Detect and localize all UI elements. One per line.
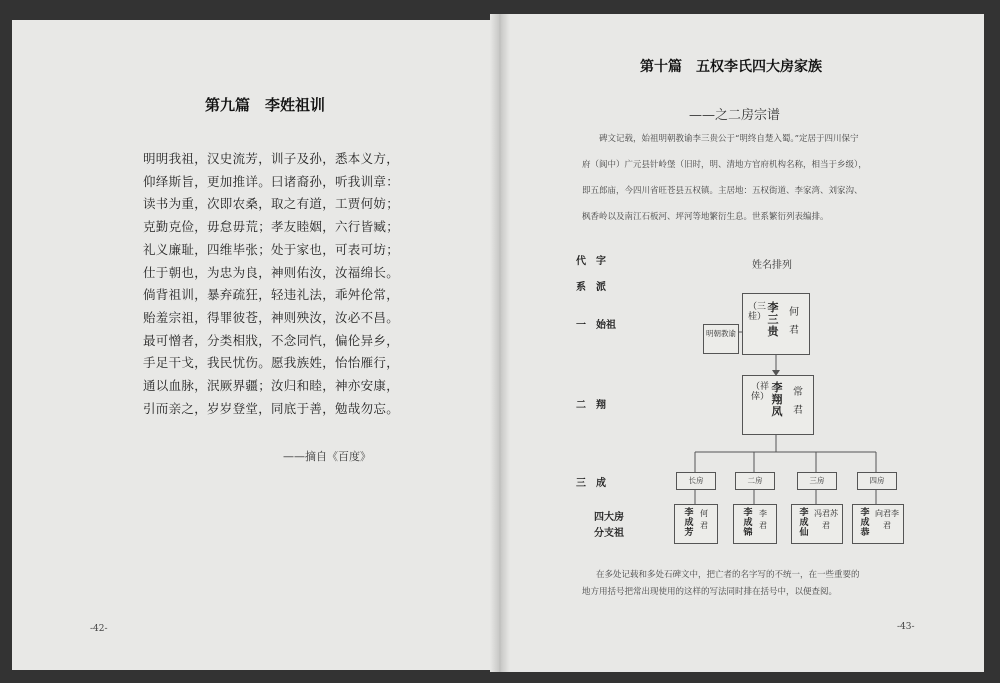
poem-line: 贻羞宗祖，得罪彼苍，神则殃汝，汝必不昌。 — [143, 309, 400, 325]
intro-line: 碑文记载，始祖明朝教谕李三贵公于“明终自楚入蜀。”定居于四川保宁 — [599, 134, 859, 144]
branch-box-4 — [852, 504, 904, 544]
founder-name: 李三贵 — [767, 301, 779, 338]
chapter-ten-title: 第十篇 五权李氏四大房家族 — [640, 59, 822, 75]
poem-line: 引而亲之，岁岁登堂，同底于善，勉哉勿忘。 — [143, 400, 400, 416]
poem-line: 手足干戈，我民忧伤。愿我族姓，怡怡雁行， — [143, 355, 400, 371]
intro-line: 枫香岭以及南江石板河、坪河等地繁衍生息。世系繁衍列表编排。 — [582, 212, 829, 222]
page-number-left: -42- — [90, 624, 108, 634]
poem-line: 读书为重，次即农桑，取之有道，工贾何妨； — [143, 196, 400, 212]
branch-name-2: 李成锦 — [743, 508, 753, 538]
founder-box — [742, 293, 810, 355]
source-citation: ——摘自《百度》 — [283, 450, 371, 463]
branch-box-1 — [674, 504, 718, 544]
branch-spouse-1: 何君 — [700, 509, 708, 530]
chapter-subtitle: ——之二房宗谱 — [689, 108, 781, 123]
label-four-houses: 四大房 — [594, 512, 624, 523]
generation-label-1: 一 始祖 — [576, 320, 616, 331]
branch-name-1: 李成芳 — [684, 508, 694, 538]
branch-spouse-3: 冯君苏君 — [814, 509, 838, 530]
branch-name-3: 李成仙 — [799, 508, 809, 538]
house-label-1: 长房 — [676, 472, 716, 490]
label-xi-pai: 系 派 — [576, 282, 606, 293]
footnote-paragraph — [582, 567, 912, 601]
branch-name-4: 李成恭 — [860, 508, 870, 538]
poem-line: 最可憎者，分类相戕，不念同忾，偏伦异乡， — [143, 332, 400, 348]
intro-line: 府（阆中）广元县针岭堡（旧时，明、清地方官府机构名称，相当于乡级）， — [582, 160, 867, 170]
branch-spouse-2: 李君 — [759, 509, 767, 530]
founder-note-box — [703, 324, 739, 354]
page-number-right: -43- — [897, 622, 915, 632]
second-spouse: 常君 — [793, 387, 803, 416]
founder-spouse: 何君 — [789, 307, 799, 336]
poem-line: 仰绎斯旨，更加推详。曰诸裔孙，听我训章： — [143, 173, 400, 189]
second-alias: （祥倖） — [751, 382, 770, 402]
poem-line: 通以血脉，泯厥界疆；汝归和睦，神亦安康， — [143, 378, 400, 394]
label-dai-zi: 代 字 — [576, 256, 606, 267]
second-name: 李翔凤 — [771, 381, 783, 418]
house-label-2: 二房 — [735, 472, 775, 490]
poem-line: 明明我祖，汉史流芳，训子及孙，悉本义方， — [143, 151, 400, 166]
note-line: 在多处记载和多处石碑文中，把亡者的名字写的不统一，在一些重要的 — [596, 570, 860, 580]
note-line: 地方用括号把常出现使用的这样的写法同时排在括号中，以便查阅。 — [582, 587, 838, 597]
generation-label-2: 二 翔 — [576, 400, 606, 411]
poem-line: 克勤克俭，毋怠毋荒；孝友睦姻，六行皆臧； — [143, 219, 400, 235]
house-label-3: 三房 — [797, 472, 837, 490]
chart-title: 姓名排列 — [752, 260, 792, 271]
poem-line: 倘背祖训，暴弃疏狂，轻违礼法，乖舛伦常， — [143, 287, 400, 303]
founder-alias: （三桂） — [748, 302, 767, 322]
house-label-4: 四房 — [857, 472, 897, 490]
branch-spouse-4: 向君李君 — [875, 509, 899, 530]
poem-line: 礼义廉耻，四维毕张；处于家也，可表可坊； — [143, 241, 400, 257]
intro-line: 即五郎庙，今四川省旺苍县五权镇。主居地：五权街道、李家湾、刘家沟、 — [582, 186, 863, 196]
second-generation-box — [742, 375, 814, 435]
generation-label-3: 三 成 — [576, 478, 606, 489]
branch-box-2 — [733, 504, 777, 544]
chapter-nine-title: 第九篇 李姓祖训 — [205, 96, 326, 114]
branch-box-3 — [791, 504, 843, 544]
founder-note: 明朝教谕 — [706, 329, 736, 338]
label-branch-ancestors: 分支祖 — [594, 528, 624, 539]
poem-line: 仕于朝也，为忠为良，神则佑汝，汝福绵长。 — [143, 264, 400, 280]
